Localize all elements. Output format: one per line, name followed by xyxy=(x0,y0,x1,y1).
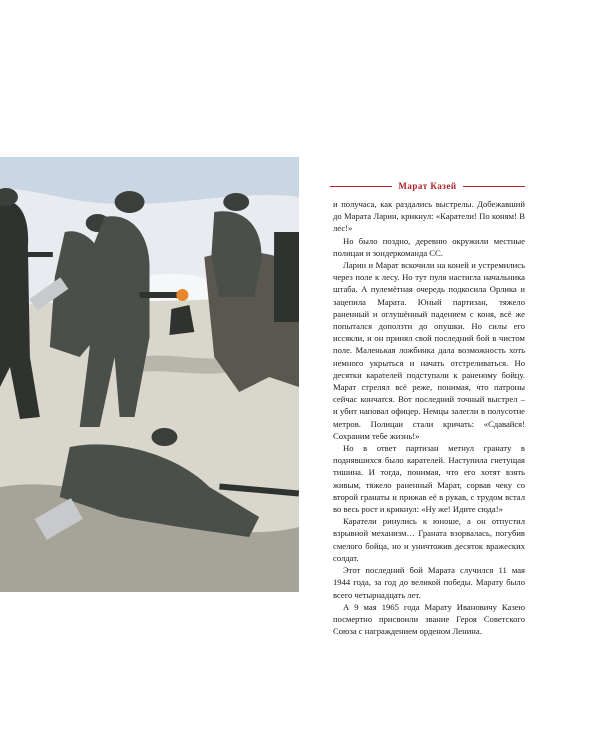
paragraph: Но в ответ партизан метнул гранату в поднявшихся было карателей. Наступила гнетущая тишина. И тогда, понимая, что его хотят взять живым, тяжело раненный Марат, сорвав чеку со второй гранаты и прижав её в рукав, с трудом встал во весь рост и крикнул: «Ну же! Идите сюда!» xyxy=(333,443,525,515)
header-rule-left xyxy=(330,186,392,187)
page-header xyxy=(330,179,525,193)
paragraph: Каратели ринулись к юноше, а он отпустил взрывной механизм… Граната взорвалась, погубив смелого бойца, но и уничтожив десяток вражеских солдат. xyxy=(333,516,525,563)
paragraph: Ларин и Марат вскочили на коней и устремились через поле к лесу. Но тут пуля настигла начальника штаба. А пулемётная очередь подкосила Орлика и зацепила Марата. Юный партизан, тяжело раненный и оглушённый падением с коня, всё же попытался доползти до опушки. Но силы его иссякли, и он принял свой последний бой в чистом поле. Маленькая ложбинка дала возможность хоть немного укрыться и начать отстреливаться. Но десятки карателей подступали к раненому бойцу. Марат стрелял всё реже, понимая, что патроны сейчас кончатся. Вот последний точный выстрел – и убит наповал офицер. Немцы залегли в полусотне метров. Полицаи стали кричать: «Сдавайся! Сохраним тебе жизнь!» xyxy=(333,260,525,441)
paragraph: и получаса, как раздались выстрелы. Добежавший до Марата Ларин, крикнул: «Каратели! По коням! В лес!» xyxy=(333,199,525,234)
paragraph: А 9 мая 1965 года Марату Ивановичу Казею посмертно присвоили звание Героя Советского Союза с награждением орденом Ленина. xyxy=(333,601,525,637)
header-rule-right xyxy=(463,186,525,187)
chapter-title: Марат Казей xyxy=(398,181,457,191)
illustration-drawing xyxy=(0,157,299,592)
paragraph: Этот последний бой Марата случился 11 мая 1944 года, за год до великой победы. Марату было всего четырнадцать лет. xyxy=(333,565,525,600)
illustration-soldiers-attack xyxy=(0,157,299,592)
text-column xyxy=(333,198,525,637)
paragraph: Но было поздно, деревню окружили местные полицаи и зондеркоманда СС. xyxy=(333,235,525,258)
